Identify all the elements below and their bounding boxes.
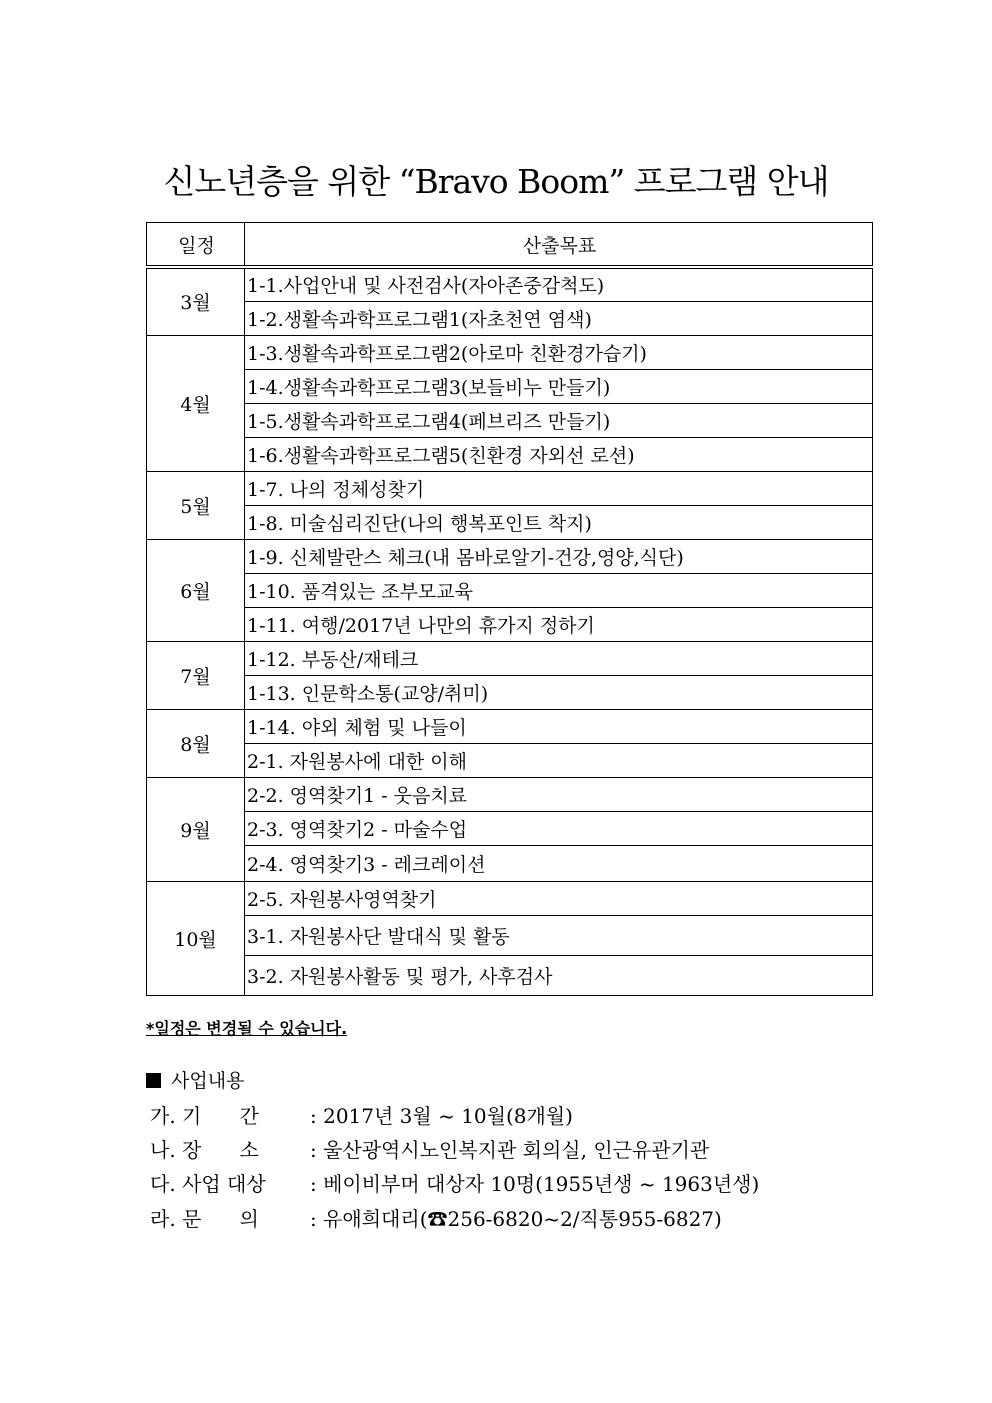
table-row [147,267,873,301]
schedule-change-note: *일정은 변경될 수 있습니다. [146,1019,348,1038]
schedule-item: 1-4.생활속과학프로그램3(보들비누 만들기) [245,369,873,403]
schedule-item: 1-11. 여행/2017년 나만의 휴가지 정하기 [245,607,873,641]
info-value: : 베이비부머 대상자 10명(1955년생 ~ 1963년생) [310,1172,760,1196]
table-row [147,845,873,881]
schedule-item: 2-3. 영역찾기2 - 마술수업 [245,811,873,845]
schedule-item: 2-5. 자원봉사영역찾기 [245,881,873,915]
table-row [147,539,873,573]
table-row [147,335,873,369]
table-row [147,471,873,505]
schedule-month: 6월 [147,539,245,641]
schedule-month: 7월 [147,641,245,709]
schedule-item: 1-3.생활속과학프로그램2(아로마 친환경가습기) [245,335,873,369]
schedule-item: 2-4. 영역찾기3 - 레크레이션 [245,845,873,881]
schedule-item: 1-2.생활속과학프로그램1(자초천연 염색) [245,301,873,335]
schedule-month: 9월 [147,777,245,881]
schedule-month: 3월 [147,267,245,335]
schedule-month: 4월 [147,335,245,471]
info-label: 라. 문 의 [150,1207,259,1231]
info-label: 가. 기 간 [150,1104,259,1128]
table-row [147,607,873,641]
schedule-item: 1-7. 나의 정체성찾기 [245,471,873,505]
table-row [147,369,873,403]
schedule-item: 3-1. 자원봉사단 발대식 및 활동 [245,915,873,955]
schedule-item: 1-6.생활속과학프로그램5(친환경 자외선 로션) [245,437,873,471]
schedule-item: 1-10. 품격있는 조부모교육 [245,573,873,607]
table-row [147,811,873,845]
schedule-item: 3-2. 자원봉사활동 및 평가, 사후검사 [245,955,873,995]
schedule-month: 10월 [147,881,245,995]
info-row-target [150,1168,759,1197]
table-row [147,881,873,915]
schedule-item: 1-12. 부동산/재테크 [245,641,873,675]
table-row [147,573,873,607]
table-row [147,641,873,675]
schedule-table [146,222,873,996]
schedule-month: 5월 [147,471,245,539]
table-row [147,709,873,743]
info-value: : 울산광역시노인복지관 회의실, 인근유관기관 [310,1138,710,1162]
schedule-month: 8월 [147,709,245,777]
schedule-item: 1-13. 인문학소통(교양/취미) [245,675,873,709]
schedule-item: 1-8. 미술심리진단(나의 행복포인트 착지) [245,505,873,539]
schedule-item: 2-1. 자원봉사에 대한 이해 [245,743,873,777]
schedule-item: 1-14. 야외 체험 및 나들이 [245,709,873,743]
table-row [147,437,873,471]
info-label: 다. 사업 대상 [150,1172,266,1196]
info-row-contact [150,1203,722,1232]
info-value: : 2017년 3월 ~ 10월(8개월) [310,1104,573,1128]
black-square-icon [146,1073,161,1088]
table-row [147,675,873,709]
table-row [147,301,873,335]
schedule-item: 1-1.사업안내 및 사전검사(자아존중감척도) [245,267,873,301]
table-row [147,777,873,811]
table-row [147,915,873,955]
info-value: : 유애희대리(☎256-6820~2/직통955-6827) [310,1207,722,1231]
schedule-item: 2-2. 영역찾기1 - 웃음치료 [245,777,873,811]
section-heading [146,1066,244,1093]
header-target: 산출목표 [245,223,873,268]
table-row [147,403,873,437]
schedule-item: 1-9. 신체발란스 체크(내 몸바로알기-건강,영양,식단) [245,539,873,573]
info-row-period [150,1100,573,1129]
section-heading-text: 사업내용 [171,1070,245,1092]
header-schedule: 일정 [147,223,245,268]
table-header-row [147,223,873,268]
info-row-place [150,1134,709,1163]
table-row [147,955,873,995]
table-row [147,505,873,539]
info-label: 나. 장 소 [150,1138,259,1162]
schedule-item: 1-5.생활속과학프로그램4(페브리즈 만들기) [245,403,873,437]
table-row [147,743,873,777]
page-title: 신노년층을 위한 “Bravo Boom” 프로그램 안내 [163,162,829,201]
